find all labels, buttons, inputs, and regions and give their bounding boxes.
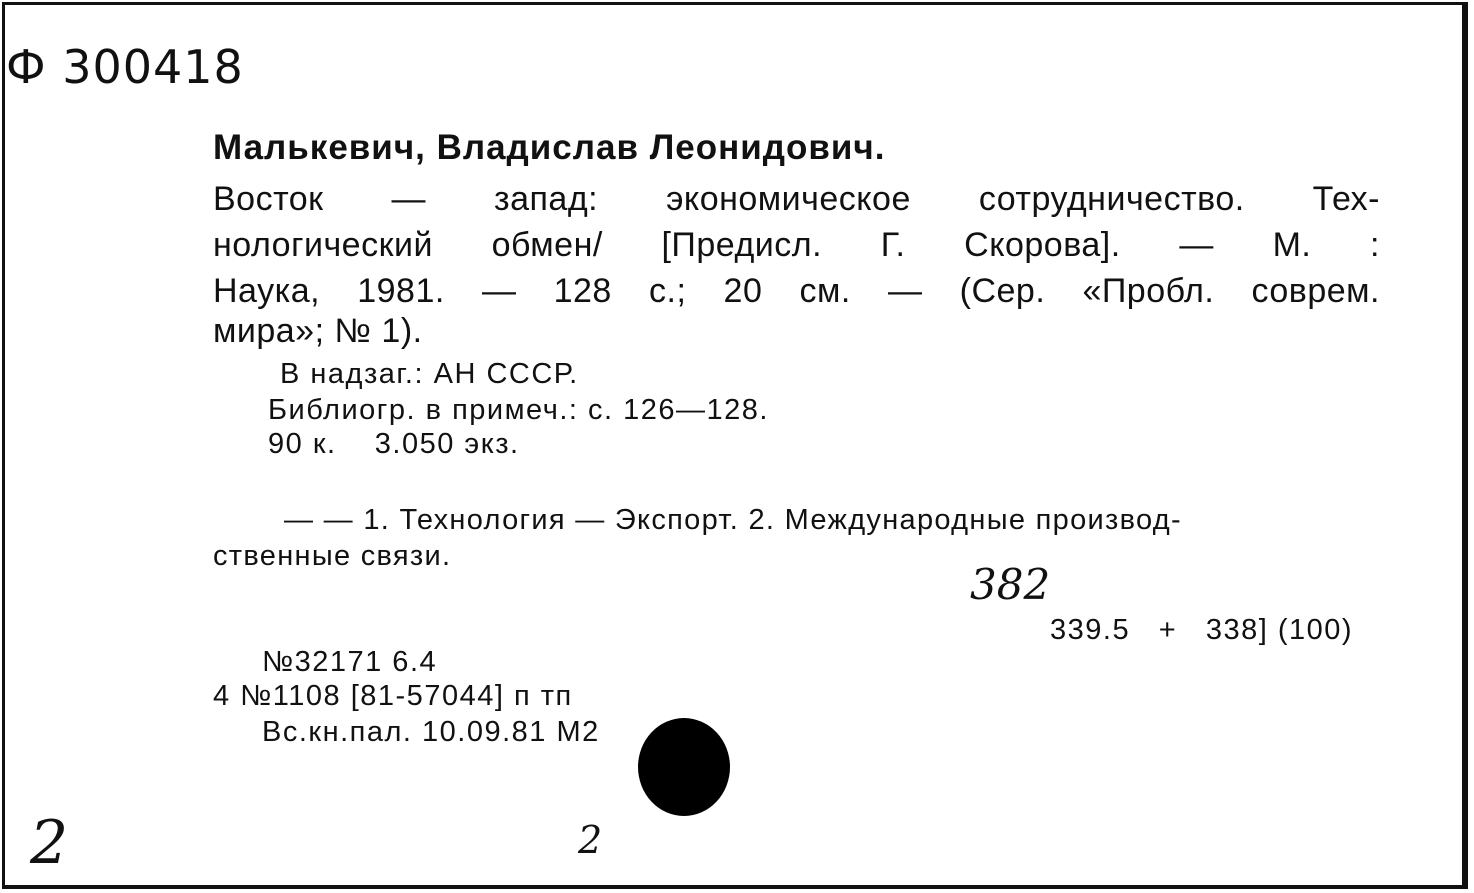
- title-line-3: Наука, 1981. — 128 с.; 20 см. — (Сер. «Пробл. соврем.: [213, 272, 1380, 310]
- note-header-org: В надзаг.: АН СССР.: [280, 358, 579, 390]
- author-name: Малькевич, Владислав Леонидович.: [213, 128, 886, 167]
- book-chamber-info: Вс.кн.пал. 10.09.81 М2: [262, 716, 600, 748]
- subjects-line-2: ственные связи.: [213, 540, 452, 572]
- title-line-4: мира»; № 1).: [213, 312, 423, 350]
- handwritten-class-number: 382: [970, 560, 1051, 609]
- handwritten-mark-left: 2: [30, 808, 69, 878]
- note-price-copies: 90 к. 3.050 экз.: [268, 428, 520, 460]
- title-line-1: Восток — запад: экономическое сотрудничество. Тех-: [213, 180, 1380, 218]
- note-bibliography: Библиогр. в примеч.: с. 126—128.: [268, 394, 769, 426]
- classification-index: 339.5 + 338] (100): [1050, 614, 1354, 646]
- punch-hole-dot: [638, 718, 730, 816]
- title-line-2: нологический обмен/ [Предисл. Г. Скорова]. — М. :: [213, 226, 1380, 264]
- subjects-line-1: — — 1. Технология — Экспорт. 2. Международные производ-: [284, 504, 1182, 536]
- card-stamp-number: Ф 300418: [6, 40, 244, 94]
- handwritten-mark-center: 2: [578, 818, 603, 862]
- print-info: 4 №1108 [81-57044] п тп: [213, 680, 573, 712]
- order-number: №32171 6.4: [262, 646, 438, 678]
